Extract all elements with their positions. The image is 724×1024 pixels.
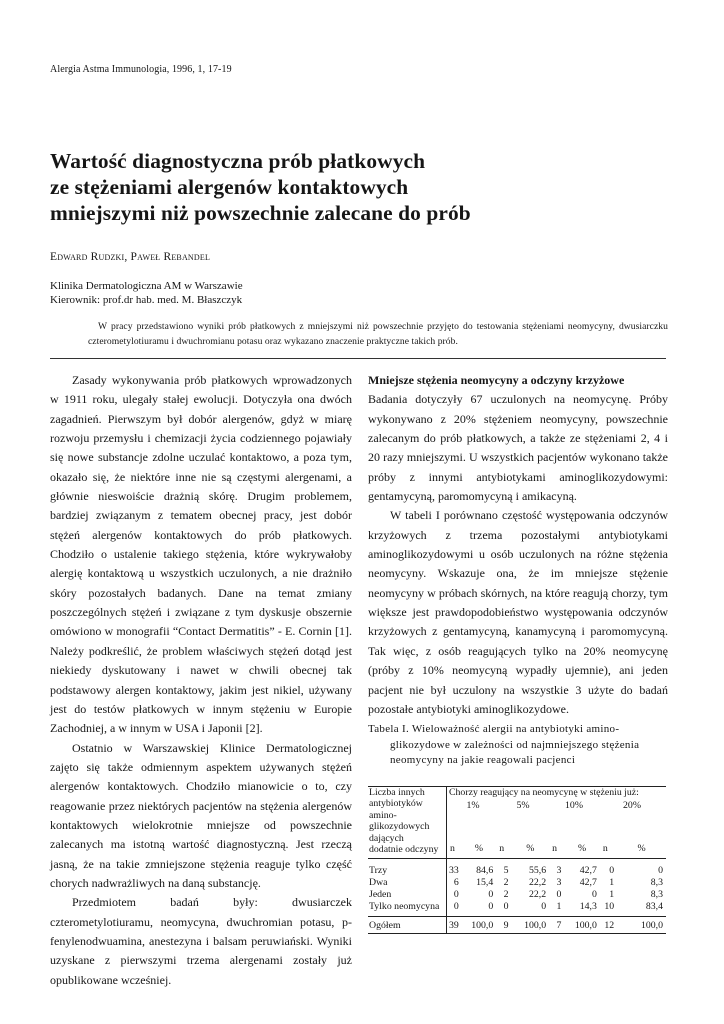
group-header — [447, 787, 667, 844]
cell: 9 — [503, 920, 509, 931]
cell: 2 — [503, 877, 509, 888]
cell: 39 — [447, 917, 462, 934]
sub-header-pct: % — [526, 843, 535, 854]
table-caption — [368, 722, 668, 769]
cell: 6 — [447, 877, 462, 889]
row-header-line: Liczba innych — [369, 787, 425, 798]
cell: 3 — [556, 865, 562, 876]
title-line: mniejszymi niż powszechnie zalecane do prób — [50, 201, 471, 225]
affiliation-clinic: Klinika Dermatologiczna AM w Warszawie — [50, 280, 243, 292]
cell: 42,7 — [579, 877, 597, 888]
cell: 0 — [447, 901, 462, 917]
cell: 0 — [609, 865, 615, 876]
cell: 22,2 — [528, 877, 547, 888]
cell: 2 — [503, 889, 509, 900]
concentration-label: 1% — [466, 800, 480, 811]
paragraph: W tabeli I porównano częstość występowania odczynów krzyżowych z trzema pozostałymi antybiotykami aminoglikozydowymi u osób uczulonych na różne stężenia neomycyny. Wskazuje ona, że im mniejsze stężenie neomycyny w próbach skórnych, na które reagują chorzy, tym większe jest prawdopodobieństwo występowania odczynów krzyżowych z gentamycyną, kanamycyną i paromomycyną. Tak więc, z osób reagujących tylko na 20% neomycynę (próby z 10% neomycyną wypadły ujemnie), ani jeden pacjent nie był uczulony na wszystkie 3 użyte do badań pozostałe antybiotyki aminoglikozydowe. — [368, 508, 668, 716]
results-table — [368, 786, 666, 934]
sub-header-pct: % — [578, 843, 587, 854]
table-row — [368, 865, 666, 877]
cell: 83,4 — [645, 901, 663, 912]
paragraph: Ostatnio w Warszawskiej Klinice Dermatologicznej zajęto się także odmiennym aspektem używanych stężeń alergenów kontaktowych. Chodziło mianowicie o to, czy reagowanie przez niektórych pacjentów na stężenia alergenów kontaktowych wielokrotnie mniejsze od powszechnie zalecanych ma istotną wartość diagnostyczną. Jest rzeczą jasną, że na takie zmniejszone stężenia reaguje tylko część chorych nadwrażliwych na daną substancję. — [50, 740, 352, 890]
cell: 10 — [604, 901, 615, 912]
caption-line: glikozydowe w zależności od najmniejszego stężenia — [390, 738, 640, 751]
cell: 100,0 — [471, 920, 494, 931]
row-label: Dwa — [369, 877, 388, 888]
row-header-line: dających — [369, 832, 404, 844]
table-row — [368, 901, 666, 917]
title-line: Wartość diagnostyczna prób płatkowych — [50, 149, 426, 173]
row-label: Tylko neomycyna — [369, 901, 440, 912]
paragraph: Badania dotyczyły 67 uczulonych na neomycynę. Próby wykonywano z 20% stężeniem neomycyny, powszechnie zalecanym do prób płatkowych, a także ze stężeniami 2, 4 i 20 razy mniejszymi. U wszystkich pacjentów wykonano także próby z innymi antybiotykami aminoglikozydowymi: gentamycyną, paromomycyną i amikacyną. — [368, 392, 668, 504]
cell: 84,6 — [476, 865, 494, 876]
cell: 7 — [556, 920, 562, 931]
cell: 8,3 — [650, 877, 663, 888]
journal-citation: Alergia Astma Immunologia, 1996, 1, 17-19 — [50, 64, 232, 75]
affiliation — [50, 279, 243, 307]
cell: 100,0 — [574, 920, 597, 931]
title-line: ze stężeniami alergenów kontaktowych — [50, 175, 409, 199]
row-label: Jeden — [369, 889, 392, 900]
cell: 33 — [447, 865, 462, 877]
section-divider — [50, 358, 666, 359]
paragraph: Zasady wykonywania prób płatkowych wprowadzonych w 1911 roku, ulegały stałej ewolucji. Dotyczyła ona dwóch zagadnień. Pierwszym był dobór alergenów, gdyż w miarę rozwoju przemysłu i chemizacji życia codziennego pojawiały się nowe substancje zdolne uczulać kontaktowo, a poza tym, okazało się, że niektóre inne nie są częstymi alergenami, a głównie nieswoiście drażnią skórę. Drugim problemem, bardziej związanym z tematem obecnej pracy, jest dobór stężeń alergenów kontaktowych do prób płatkowych. Chodziło o ustalenie takiego stężenia, które wykrywałoby alergię kontaktową u wszystkich uczulonych, a nie drażniło skóry pozostałych badanych. Dane na temat zmiany poszczególnych stężeń i związane z tym dyskusje obszernie omówiono w monografii “Contact Dermatitis” - E. Cornin [1]. Należy podkreślić, że problem właściwych stężeń dotąd jest niekiedy dyskutowany i nawet w chwili obecnej tak podstawowy alergen kontaktowy, jakim jest nikiel, używany jest do testów płatkowych w innym stężeniu w Europie Zachodniej, a w innym w USA i Japonii [2]. — [50, 373, 352, 736]
affiliation-head: Kierownik: prof.dr hab. med. M. Błaszczyk — [50, 294, 243, 306]
table-row — [368, 889, 666, 901]
abstract: W pracy przedstawiono wyniki prób płatkowych z mniejszymi niż powszechnie przyjęto do testowania stężeniami neomycyny, dwusiarczku czterometylotiuramu i dwuchromianu potasu oraz wykazano znaczenie praktyczne takich prób. — [88, 321, 668, 347]
cell: 0 — [592, 889, 597, 900]
cell: 1 — [609, 889, 615, 900]
left-column — [50, 371, 352, 990]
paragraph: Przedmiotem badań były: dwusiarczek czterometylotiuramu, neomycyna, dwuchromian potasu, p-fenylenodwuamina, anestezyna i balsam peruwiański. Wyniki uzyskane z pierwszymi trzema alergenami zostały już opublikowane wcześniej. — [50, 895, 352, 987]
cell: 42,7 — [579, 865, 597, 876]
sub-header-pct: % — [474, 843, 484, 854]
cell: 0 — [488, 889, 494, 900]
row-header-line: dodatnie odczyny — [369, 844, 439, 856]
cell: 55,6 — [528, 865, 547, 876]
cell: 0 — [503, 901, 509, 912]
caption-line: Tabela I. Wieloważność alergii na antybiotyki amino- — [368, 723, 620, 735]
cell: 12 — [604, 920, 615, 931]
cell: 8,3 — [650, 889, 663, 900]
row-header-line: amino- — [369, 809, 397, 821]
group-header-text: Chorzy reagujący na neomycynę w stężeniu już: — [449, 787, 639, 798]
sub-header-n: n — [447, 843, 462, 859]
cell: 1 — [556, 901, 562, 912]
row-header-line: glikozydowych — [369, 821, 430, 833]
cell: 1 — [609, 877, 615, 888]
cell: 15,4 — [476, 877, 494, 888]
cell: 3 — [556, 877, 562, 888]
cell: 0 — [447, 889, 462, 901]
caption-line: neomycyny na jakie reagowali pacjenci — [390, 754, 576, 766]
row-label: Trzy — [369, 865, 388, 876]
cell: 0 — [488, 901, 494, 912]
article-title — [50, 148, 690, 226]
cell: 100,0 — [524, 920, 547, 931]
sub-header-pct: % — [637, 843, 646, 854]
concentration-label: 10% — [565, 800, 583, 811]
concentration-label: 20% — [623, 800, 641, 811]
cell: 0 — [541, 901, 547, 912]
sub-header-n: n — [552, 843, 558, 854]
table-row — [368, 877, 666, 889]
cell: 0 — [658, 865, 663, 876]
sub-header-n: n — [602, 843, 608, 854]
cell: 5 — [503, 865, 509, 876]
authors: Edward Rudzki, Paweł Rebandel — [50, 251, 211, 263]
row-header — [368, 787, 447, 859]
right-column — [368, 371, 668, 719]
row-label: Ogółem — [369, 920, 401, 931]
table-total-row — [368, 917, 666, 934]
cell: 0 — [556, 889, 562, 900]
cell: 14,3 — [579, 901, 597, 912]
section-heading: Mniejsze stężenia neomycyny a odczyny krzyżowe — [368, 373, 625, 387]
cell: 100,0 — [640, 920, 663, 931]
row-header-line: antybiotyków — [369, 798, 423, 810]
cell: 22,2 — [528, 889, 547, 900]
concentration-label: 5% — [516, 800, 530, 811]
sub-header-n: n — [499, 843, 505, 854]
